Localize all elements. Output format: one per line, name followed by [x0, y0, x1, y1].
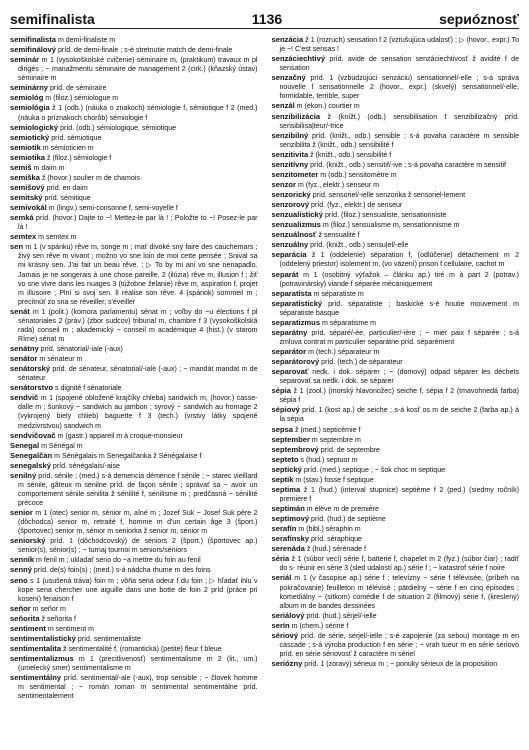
dictionary-entry: [10, 123, 258, 133]
entry-headword: septický: [271, 464, 302, 474]
entry-definition: m daim m: [31, 164, 65, 172]
dictionary-entry: [10, 232, 258, 242]
entry-headword: semifinálový: [10, 45, 57, 55]
entry-headword: senior: [10, 508, 33, 518]
dictionary-entry: [10, 83, 258, 93]
entry-headword: serenáda: [271, 544, 305, 554]
entry-definition: príd. sentimentaliste: [75, 635, 141, 643]
dictionary-entry: [272, 435, 520, 445]
dictionary-entry: [10, 555, 258, 565]
entry-headword: senzuálnosť: [271, 230, 317, 240]
entry-headword: separatizmus: [271, 317, 321, 327]
dictionary-entry: [272, 190, 520, 200]
dictionary-entry: [10, 604, 258, 614]
dictionary-entry: [272, 357, 520, 367]
entry-headword: sendvič: [10, 393, 39, 403]
entry-definition: m 1 (vysokoškolské cvičenie) séminaire m, (praktikum) travaux m pl dirigés ; ~ manažmentu séminaire de management 2 (cirk.) (kňazský ústav) séminaire m: [18, 57, 258, 83]
entry-headword: Senegal: [10, 440, 40, 450]
entry-headword: separácia: [271, 250, 307, 260]
entry-definition: príd. 1 (kost ap.) de seiche ; s-á kosť os m de seiche 2 (farba ap.) à la sépia: [279, 407, 519, 424]
dictionary-entry: [10, 93, 258, 103]
entry-definition: príd. (filoz.) sensualiste, sensationniste: [323, 212, 447, 220]
dictionary-entry: [10, 183, 258, 193]
entry-definition: ž sensualité f: [316, 232, 360, 240]
entry-definition: m 1 (precitlivenosť) sentimentalisme m 2 (lit., um.) (umelecký smer) sentimentalisme m: [18, 656, 258, 673]
dictionary-entry: [10, 242, 258, 306]
dictionary-entry: [10, 431, 258, 441]
dictionary-entry: [272, 573, 520, 610]
entry-headword: separát: [271, 269, 299, 279]
entry-definition: príd. sentimental/-ale (-aux), trop sensible ; ~ človek homme m sentimental ; ~ román roman m sentimental sentimentálne príd. sentimentalement: [18, 675, 258, 701]
entry-definition: m (fyz., elektr.) senseur m: [295, 181, 379, 189]
entry-definition: príd. (knižt., odb.) sensitif/-ive ; s-á povaha caractère m sensitif: [308, 161, 506, 169]
entry-headword: semiš: [10, 162, 32, 172]
dictionary-entry: [10, 441, 258, 451]
entry-headword: seňor: [10, 603, 31, 613]
dictionary-entry: [272, 250, 520, 269]
entry-definition: s 1 (usušená tráva) foin m ; vôňa sena odeur f du foin ; ▷ hľadať ihlu v kope sena chercher une aiguille dans une botte de foin 2 príd (práce pri kosení) fenaison f: [18, 577, 258, 603]
dictionary-entry: [10, 576, 258, 604]
entry-headword: seminárny: [10, 83, 48, 93]
entry-definition: m sémioticien m: [40, 144, 94, 152]
entry-headword: senilný: [10, 470, 37, 480]
entry-definition: príd. séparé/-ée, particulier/-ière ; ~ mier paix f séparée ; s-á zmluva contrat m particulier separátne príd. séparément: [279, 329, 519, 346]
dictionary-entry: [272, 659, 520, 669]
entry-headword: senzibilný: [271, 130, 309, 140]
entry-definition: m Sénégal m: [39, 442, 83, 450]
dictionary-entry: [10, 536, 258, 555]
entry-definition: príd. sémiotique: [49, 134, 102, 142]
entry-definition: príd. séparatiste ; baskické s-é hnutie mouvement m séparatiste basque: [279, 300, 519, 317]
dictionary-entry: [272, 504, 520, 514]
dictionary-entry: [272, 73, 520, 101]
right-column: [272, 35, 520, 746]
entry-definition: s dignité f sénatoriale: [53, 385, 122, 393]
dictionary-entry: [272, 485, 520, 504]
entry-definition: m sentiment m: [45, 625, 95, 633]
entry-headword: sentimentalistický: [10, 633, 76, 643]
entry-definition: príd. de septembre: [318, 446, 380, 454]
dictionary-entry: [272, 101, 520, 111]
entry-definition: príd. de série, sérjel/-ielle ; s-é zapojenie (za sebou) montage m en cascade ; s-á výroba production f en série ; ~ vrah tueur m en série sériovo príd. en série sériovosť ž caractère m sériel: [279, 632, 519, 658]
entry-definition: m 1 (otec) senior m, sénior m, aîné m ; Jozef Suk ~ Josef Suk père 2 (dôchodca) senior m, retraité f, homme m d'un certain âge 3 (šport.) (športovec) senior m, sénior m seniorka ž senior m, sénior m: [18, 510, 258, 536]
entry-headword: semivokál: [10, 203, 47, 213]
dictionary-entry: [10, 55, 258, 83]
entry-definition: m sénateur m: [37, 356, 83, 364]
dictionary-entry: [272, 180, 520, 190]
entry-headword: serafín: [271, 524, 297, 534]
entry-headword: senzualizmus: [271, 220, 321, 230]
dictionary-entry: [10, 173, 258, 183]
entry-headword: sendvičovač: [10, 430, 56, 440]
entry-definition: m señor m: [30, 605, 66, 613]
dictionary-entry: [10, 565, 258, 575]
dictionary-entry: [10, 307, 258, 344]
entry-definition: ž 1 (súbor vecí) série f, batterie f, chapelet m 2 (fyz.) (súbor čiar) ; radiť do s- réunir en série 3 (sled udalostí ap.) série f ; ~ katastrof série f noire: [279, 556, 519, 573]
dictionary-entry: [272, 514, 520, 524]
entry-definition: príd. sénile ; (med.) s-á demencia démence f sénile ; ~ starec vieillard m sénile, gâteux m senilne príd. de façon sénile ; správať sa ~ avoir un comportement sénile senilita ž sénilité f, sénilisme m ; predčasná ~ sénilité précoce: [18, 472, 258, 507]
dictionary-entry: [272, 611, 520, 621]
dictionary-entry: [272, 386, 520, 405]
entry-headword: semká: [10, 213, 34, 223]
entry-definition: príd. sénatorial/-iale (-aux): [38, 346, 123, 353]
entry-definition: m 1 (osobitný výťažok – článku ap.) tiré m à part 2 (potrav.) (potravinársky) viande f séparée mécaniquement: [279, 271, 519, 288]
entry-headword: semitský: [10, 193, 43, 202]
entry-headword: senát: [10, 306, 30, 316]
entry-definition: ž (hovor.) soulier m de chamois: [39, 174, 140, 182]
entry-definition: m (filoz.) sémiologue m: [43, 95, 119, 103]
dictionary-entry: [10, 354, 258, 364]
entry-headword: septimový: [271, 514, 310, 524]
entry-definition: ž 1 (hud.) (interval stupnice) septième f 2 (ped.) (siedmy ročník) première f: [279, 486, 519, 503]
entry-headword: semiológia: [10, 103, 50, 113]
entry-definition: ž señorita f: [39, 615, 76, 623]
header-left-guide-word: semifinalista: [10, 11, 95, 27]
entry-definition: ž (hud.) sérénade f: [304, 546, 366, 554]
entry-definition: príd. de séminaire: [48, 85, 107, 93]
dictionary-entry: [272, 367, 520, 386]
entry-headword: sériový: [271, 630, 299, 640]
entry-headword: Senegalčan: [10, 450, 53, 460]
dictionary-entry: [10, 213, 258, 232]
entry-headword: seno: [10, 575, 28, 585]
entry-headword: senzorický: [271, 190, 311, 199]
entry-definition: m (gastr.) appareil m à croque-monsieur: [55, 432, 183, 440]
entry-headword: seminár: [10, 55, 40, 65]
entry-headword: senátorský: [10, 364, 51, 374]
entry-definition: príd. en daim: [44, 184, 88, 192]
dictionary-entry: [10, 35, 258, 45]
dictionary-entry: [272, 299, 520, 318]
entry-definition: m Sénégalais m Senegalčanka ž Sénégalaise f: [52, 452, 202, 460]
dictionary-entry: [10, 45, 258, 55]
entry-headword: senátny: [10, 344, 39, 353]
entry-headword: septimán: [271, 504, 305, 513]
dictionary-entry: [10, 461, 258, 471]
entry-headword: seriálový: [271, 610, 305, 620]
entry-headword: senzačný: [271, 73, 306, 83]
dictionary-entry: [272, 131, 520, 150]
entry-definition: ž (filoz.) sémiologie f: [45, 154, 112, 162]
entry-headword: separátor: [271, 347, 307, 356]
entry-definition: ž (med.) septicémie f: [293, 426, 361, 434]
entry-headword: sen: [10, 242, 24, 252]
entry-headword: september: [271, 434, 310, 444]
entry-definition: príd. (med.) septique ; ~ šok choc m septique: [301, 466, 446, 474]
entry-headword: separatista: [271, 288, 312, 298]
dictionary-entry: [10, 471, 258, 508]
entry-headword: septik: [271, 474, 294, 484]
entry-headword: senzualistický: [271, 210, 323, 220]
dictionary-entry: [272, 544, 520, 554]
entry-definition: príd. (tech.) de séparateur: [319, 359, 403, 367]
dictionary-entry: [10, 673, 258, 701]
dictionary-entry: [272, 270, 520, 289]
entry-headword: septembrový: [271, 444, 319, 454]
dictionary-entry: [272, 621, 520, 631]
dictionary-entry: [272, 170, 520, 180]
entry-definition: m (bibl.) séraphin m: [296, 526, 361, 534]
entry-definition: ž 1 (rozruch) sensation f 2 (vzrušujúca udalosť) ; ▷ (hovor., expr.) To je ~! C'est sensas !: [279, 37, 519, 54]
entry-definition: príd. de(s) foin(s) ; (med.) s-á nádcha rhume m des foins: [31, 567, 211, 575]
entry-headword: senátorstvo: [10, 383, 54, 393]
entry-headword: senzor: [271, 179, 296, 189]
entry-headword: semiologický: [10, 122, 59, 132]
entry-headword: senzál: [271, 101, 295, 111]
dictionary-entry: [10, 624, 258, 634]
entry-definition: príd. (odb.) sémiologique, sémiotique: [58, 124, 177, 132]
entry-headword: semifinalista: [10, 35, 57, 44]
dictionary-entry: [10, 634, 258, 644]
entry-definition: príd. de sénateur, sénatorial/-iale (-aux) ; ~ mandát mandat m de sénateur: [18, 366, 258, 383]
entry-definition: príd. 1 (dôchodcovský) de séniors 2 (šport.) (športovec ap.) senior(s), sénior(s) ; ~ turnaj tournoi m seniors/séniors: [18, 538, 258, 555]
entry-headword: sentimentalizmus: [10, 654, 74, 663]
entry-headword: senátor: [10, 354, 38, 364]
dictionary-entry: [10, 143, 258, 153]
entry-headword: sépiový: [271, 405, 300, 415]
entry-definition: príd. (knižt., odb.) sensu|el/-elle: [308, 242, 409, 250]
dictionary-entry: [10, 193, 258, 203]
dictionary-entry: [272, 328, 520, 347]
entry-definition: m élève m de première: [304, 506, 379, 513]
dictionary-entry: [272, 455, 520, 465]
dictionary-entry: [10, 153, 258, 163]
dictionary-entry: [10, 508, 258, 536]
dictionary-entry: [272, 289, 520, 299]
dictionary-entry: [272, 554, 520, 573]
entry-headword: separatistický: [271, 298, 323, 308]
entry-definition: príd. (hud.) de septième: [309, 516, 386, 524]
entry-definition: m (ekon.) courtier m: [294, 103, 360, 111]
dictionary-entry: [272, 160, 520, 170]
dictionary-entry: [10, 654, 258, 673]
dictionary-entry: [272, 534, 520, 544]
entry-headword: seňorita: [10, 613, 40, 623]
entry-definition: príd. (fyz., elektr.) de senseur: [309, 202, 403, 210]
entry-definition: m (filoz.) sensualisme m, sensationnisme m: [320, 222, 460, 230]
entry-headword: serín: [271, 620, 290, 630]
entry-definition: m (tech.) séparateur m: [306, 349, 380, 356]
entry-definition: m 1 (v časopise ap.) série f ; televízny ~ série f télévisée, (príbeh na pokračovanie) feuilleton m télévisé ; pätdielny ~ série f en cinq épisodes ; komediálny ~ (sitkom) comédie f de situation 2 (filmový) série f, (kreslený) album m de bandes dessinées: [279, 575, 519, 610]
entry-headword: semiotika: [10, 152, 46, 162]
entry-definition: ž (knižt., odb.) sensibilité f: [308, 151, 392, 159]
page-header: [10, 6, 519, 29]
dictionary-entry: [272, 445, 520, 455]
dictionary-entry: [10, 393, 258, 430]
dictionary-entry: [272, 220, 520, 230]
dictionary-entry: [272, 112, 520, 131]
entry-definition: m 1 (spojené obložené krajčíky chleba) sandwich m, (hovor.) casse-dalle m ; šunkový ~ sandwich au jambon ; syrový ~ sandwich au fromage 2 (vykrojený biely chlieb) baguette f 3 (tech.) (vrstvy látky spojené medzivrstvou) sandwich m: [18, 395, 258, 430]
dictionary-entry: [272, 210, 520, 220]
entry-definition: m séparatisme m: [320, 319, 377, 327]
entry-headword: semišový: [10, 182, 45, 192]
dictionary-entry: [272, 405, 520, 424]
dictionary-entry: [272, 347, 520, 357]
dictionary-entry: [272, 524, 520, 534]
dictionary-entry: [272, 200, 520, 210]
dictionary-entry: [10, 451, 258, 461]
entry-headword: senník: [10, 555, 35, 565]
entry-definition: príd. (hud.) sérjel/-ielle: [304, 612, 377, 620]
entry-definition: príd. sémitique: [42, 195, 91, 202]
dictionary-entry: [10, 644, 258, 654]
dictionary-entry: [10, 163, 258, 173]
page-number: 1136: [251, 11, 283, 27]
entry-definition: nedk. i dok. séparer ; ~ (domový) odpad séparer les déchets separovať sa nedk. i dok. se séparer: [279, 369, 519, 386]
entry-definition: príd. 1 (vzbudzujúci senzáciu) sensationnel/-elle ; s-á správa nouvelle f sensationnelle 2 (hovor., expr.) (skvelý) sensationnel/-elle, formidable, terrible, super: [279, 75, 519, 101]
dictionary-entry: [10, 614, 258, 624]
dictionary-columns: [10, 35, 519, 746]
entry-definition: m septembre m: [309, 436, 361, 444]
dictionary-entry: [10, 383, 258, 393]
entry-definition: m (stav.) fosse f septique: [293, 476, 374, 484]
entry-definition: ž 1 (oddelenie) séparation f, (odlúčenie) détachement m 2 (oddelený priestor) isolement m, (vo väzení) prison f cellulaire, cachot m: [279, 252, 519, 269]
entry-headword: separátorový: [271, 357, 320, 367]
entry-headword: separátny: [271, 327, 308, 337]
entry-headword: seriózny: [271, 659, 303, 668]
entry-headword: septima: [271, 484, 301, 494]
dictionary-entry: [272, 631, 520, 659]
entry-headword: sentiment: [10, 623, 46, 633]
entry-definition: s (hud.) septuor m: [298, 456, 358, 464]
entry-headword: senegalský: [10, 460, 51, 470]
dictionary-entry: [10, 364, 258, 383]
entry-headword: senzitometer: [271, 169, 319, 179]
entry-definition: príd. de demi-finale ; s-é stretnutie match de demi-finale: [56, 47, 233, 55]
dictionary-entry: [10, 103, 258, 122]
dictionary-entry: [272, 35, 520, 54]
dictionary-entry: [272, 54, 520, 73]
entry-headword: senzácia: [271, 35, 304, 44]
entry-headword: sentimentálny: [10, 673, 62, 683]
entry-definition: príd. avide de sensation senzáciechtivosť ž avidité f de sensation: [279, 56, 519, 73]
entry-headword: semiológ: [10, 93, 44, 103]
entry-headword: sentimentalita: [10, 643, 62, 653]
entry-definition: m fenil m ; ukladať seno do ~a mettre du foin au fenil: [34, 557, 201, 565]
dictionary-entry: [272, 230, 520, 240]
entry-definition: m demi-finaliste m: [56, 37, 116, 44]
entry-headword: semtex: [10, 232, 37, 242]
dictionary-entry: [272, 150, 520, 160]
entry-headword: seriál: [271, 573, 292, 583]
entry-definition: m (odb.) sensitomètre m: [318, 171, 397, 179]
entry-headword: senzorový: [271, 200, 310, 210]
entry-definition: m semtex m: [36, 234, 77, 242]
entry-headword: semiotický: [10, 132, 50, 142]
entry-headword: serafínsky: [271, 534, 310, 544]
entry-definition: ž 1 (zool.) (morský hlavonožec) seiche f, sépia f 2 (tmavohnedá farba) sépia f: [279, 388, 519, 405]
entry-headword: semiotik: [10, 142, 41, 152]
entry-definition: ž sentimentalité f, (romantická) (petite) fleur f bleue: [61, 645, 222, 653]
entry-headword: senný: [10, 565, 32, 575]
entry-definition: ž (knížt.) (odb.) sensibilisation f senzibilizačný príd. sensibilisa|teur/-trice: [279, 113, 519, 130]
entry-definition: m 1 (v spánku) rêve m, songe m ; mať divoké sny faire des cauchemars ; živý sen rêve m vivant ; možno vo sne loin de moi cette pensée ; Snival sa mi krásny sen. J'ai fait un beau rêve. ; ▷ To by mi ani vo sne nenapadlo. Jamais je ne songerais à une chose pareille. 2 (ilúzia) rêve m, illusion f ; žiť vo sne vivre dans les nuages 3 (túžobne želanie) rêve m, aspiration f, projet m illusoire ; Plní si svoj sen. Il réalise son rêve. 4 (spánok) sommeil m ; precitnúť zo sna se réveiller, s'éveiller: [18, 244, 258, 306]
entry-definition: m 1 (polit.) (komora parlamentu) sénat m ; voľby do ~u élections f pl sénatoriales 2 (práv.) (zbor sudcov) tribunal m, chambre f 3 (vysokoškolská rada) conseil m ; akademický ~ conseil m académique 4 (hist.) (v starom Ríme) sénat m: [18, 308, 258, 343]
entry-definition: príd. séraphique: [309, 536, 362, 544]
dictionary-entry: [272, 425, 520, 435]
dictionary-entry: [10, 344, 258, 354]
entry-headword: séria: [271, 554, 290, 564]
entry-headword: sépia: [271, 386, 291, 396]
entry-definition: príd. (knižt., odb.) sensible ; s-á povaha caractère m sensible senzibilita ž (knižt., odb.) sensibilité f: [279, 132, 519, 149]
entry-definition: príd. 1 (zoravý) sérieux m ; ~ ponuky sérieux de la proposition: [302, 661, 498, 668]
entry-headword: sepsa: [271, 424, 294, 434]
entry-headword: senzitivita: [271, 149, 309, 159]
dictionary-entry: [272, 318, 520, 328]
entry-definition: m (chem.) sérine f: [289, 622, 349, 630]
dictionary-entry: [10, 133, 258, 143]
entry-headword: septeto: [271, 454, 299, 464]
entry-headword: semiška: [10, 172, 40, 182]
entry-definition: príd. (hovor.) Dajte to ~! Mettez-le par là ! ; Položte to ~! Posez-le par là !: [18, 215, 258, 232]
entry-headword: senzibilizácia: [271, 111, 321, 121]
dictionary-entry: [272, 475, 520, 485]
entry-headword: separovať: [271, 367, 309, 377]
dictionary-entry: [272, 465, 520, 475]
header-right-guide-word: sериóznosť: [439, 11, 519, 27]
entry-headword: senzuálny: [271, 240, 309, 250]
entry-headword: senzáciechtivý: [271, 54, 326, 64]
entry-headword: senzitívny: [271, 159, 309, 169]
dictionary-entry: [272, 240, 520, 250]
left-column: [10, 35, 258, 746]
entry-definition: ž 1 (odb.) (náuka o znakoch) sémiologie f, sémiotique f 2 (med.) (náuka o príznakoch chorôb) sémiologie f: [18, 105, 258, 122]
entry-definition: m (lingv.) semi-consonne f, semi-voyelle f: [46, 205, 178, 213]
dictionary-entry: [10, 203, 258, 213]
entry-headword: seniorský: [10, 536, 46, 546]
entry-definition: príd. sensoriel/-ielle senzorika ž sensoriel-lement: [310, 192, 466, 199]
entry-definition: príd. sénégalais/-aise: [50, 462, 120, 470]
entry-definition: m séparatiste m: [311, 290, 364, 298]
